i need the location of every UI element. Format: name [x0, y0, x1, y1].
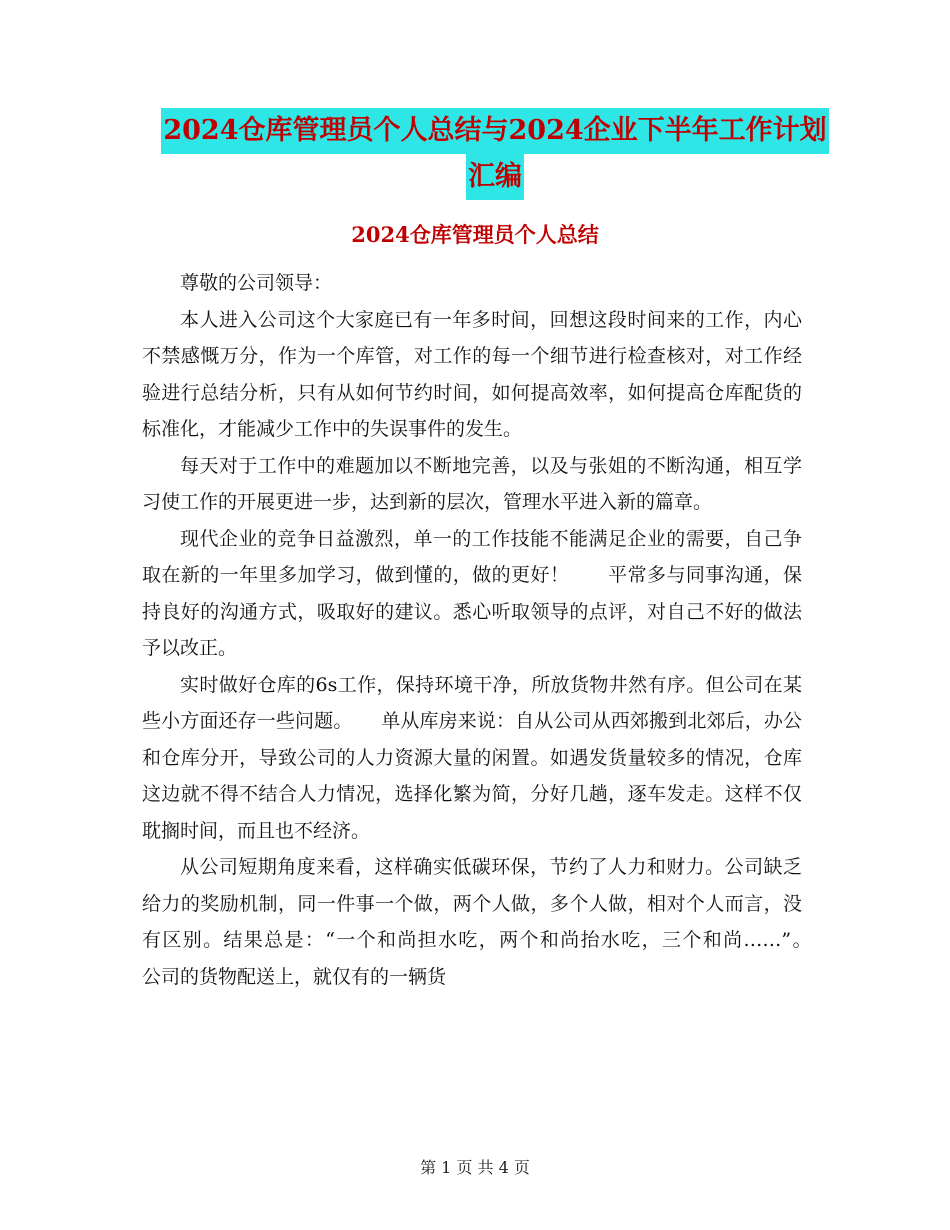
salutation: 尊敬的公司领导： [180, 272, 333, 294]
page-footer: 第 1 页 共 4 页 [420, 1158, 530, 1177]
paragraph: 本人进入公司这个大家庭已有一年多时间，回想这段时间来的工作，内心不禁感慨万分，作为一个库管，对工作的每一个细节进行检查核对，对工作经验进行总结分析，只有从如何节约时间，如何提高效率，如何提高仓库配货的标准化，才能减少工作中的失误事件的发生。 [142, 308, 802, 440]
paragraph: 从公司短期角度来看，这样确实低碳环保，节约了人力和财力。公司缺乏给力的奖励机制，同一件事一个做，两个人做，多个人做，相对个人而言，没有区别。结果总是：“一个和尚担水吃，两个和尚抬水吃，三个和尚……”。 公司的货物配送上，就仅有的一辆货 [142, 856, 841, 988]
paragraph: 每天对于工作中的难题加以不断地完善，以及与张姐的不断沟通，相互学习使工作的开展更进一步，达到新的层次，管理水平进入新的篇章。 [142, 454, 802, 513]
section-heading: 2024仓库管理员个人总结 [351, 222, 599, 247]
paragraph: 现代企业的竞争日益激烈，单一的工作技能不能满足企业的需要，自己争取在新的一年里多加学习，做到懂的，做的更好！ 平常多与同事沟通，保持良好的沟通方式，吸取好的建议。悉心听取领导的点评，对自己不好的做法予以改正。 [142, 527, 802, 659]
paragraph: 实时做好仓库的6s工作，保持环境干净，所放货物井然有序。但公司在某些小方面还存一些问题。 单从库房来说：自从公司从西郊搬到北郊后，办公和仓库分开，导致公司的人力资源大量的闲置。如遇发货量较多的情况，仓库这边就不得不结合人力情况，选择化繁为简，分好几趟，逐车发走。这样不仅耽搁时间，而且也不经济。 [142, 673, 802, 842]
title-line-2: 汇编 [466, 154, 524, 200]
title-line-1: 2024仓库管理员个人总结与2024企业下半年工作计划 [161, 108, 828, 154]
document-body [142, 265, 841, 995]
document-title [140, 108, 850, 200]
